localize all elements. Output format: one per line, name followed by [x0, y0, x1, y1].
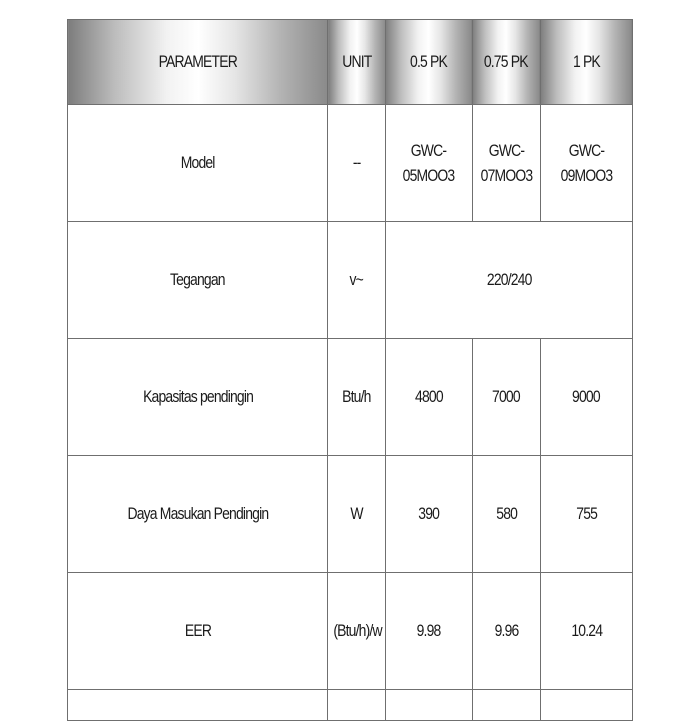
cell-empty	[385, 690, 472, 721]
cell-value-0.5pk: 390	[385, 456, 472, 573]
spec-table	[67, 19, 633, 721]
cell-value-0.75pk: 580	[472, 456, 540, 573]
cell-value-1pk: 9000	[540, 339, 632, 456]
cell-empty	[68, 690, 328, 721]
cell-unit: v~	[328, 222, 385, 339]
table-row-model	[68, 105, 633, 222]
cell-parameter: Kapasitas pendingin	[68, 339, 328, 456]
cell-value-0.5pk: 4800	[385, 339, 472, 456]
table-row-tegangan	[68, 222, 633, 339]
cell-parameter: Model	[68, 105, 328, 222]
cell-value-0.75pk: 9.96	[472, 573, 540, 690]
header-parameter: PARAMETER	[68, 20, 328, 105]
cell-value-1pk: 10.24	[540, 573, 632, 690]
header-row	[68, 20, 633, 105]
cell-model-1pk: GWC- 09MOO3	[540, 105, 632, 222]
table-row-eer	[68, 573, 633, 690]
cell-voltage-merged: 220/240	[385, 222, 632, 339]
header-1pk: 1 PK	[540, 20, 632, 105]
cell-unit: --	[328, 105, 385, 222]
cell-value-0.5pk: 9.98	[385, 573, 472, 690]
cell-unit: (Btu/h)/w	[328, 573, 385, 690]
cell-empty	[328, 690, 385, 721]
cell-value-0.75pk: 7000	[472, 339, 540, 456]
cell-parameter: Tegangan	[68, 222, 328, 339]
cell-value-1pk: 755	[540, 456, 632, 573]
cell-unit: W	[328, 456, 385, 573]
cell-parameter: EER	[68, 573, 328, 690]
cell-empty	[472, 690, 540, 721]
cell-empty	[540, 690, 632, 721]
cell-model-0.75pk: GWC- 07MOO3	[472, 105, 540, 222]
table-row-cutoff	[68, 690, 633, 721]
table-row-daya	[68, 456, 633, 573]
cell-unit: Btu/h	[328, 339, 385, 456]
cell-model-0.5pk: GWC- 05MOO3	[385, 105, 472, 222]
header-0.75pk: 0.75 PK	[472, 20, 540, 105]
header-unit: UNIT	[328, 20, 385, 105]
cell-parameter: Daya Masukan Pendingin	[68, 456, 328, 573]
table-row-kapasitas	[68, 339, 633, 456]
header-0.5pk: 0.5 PK	[385, 20, 472, 105]
